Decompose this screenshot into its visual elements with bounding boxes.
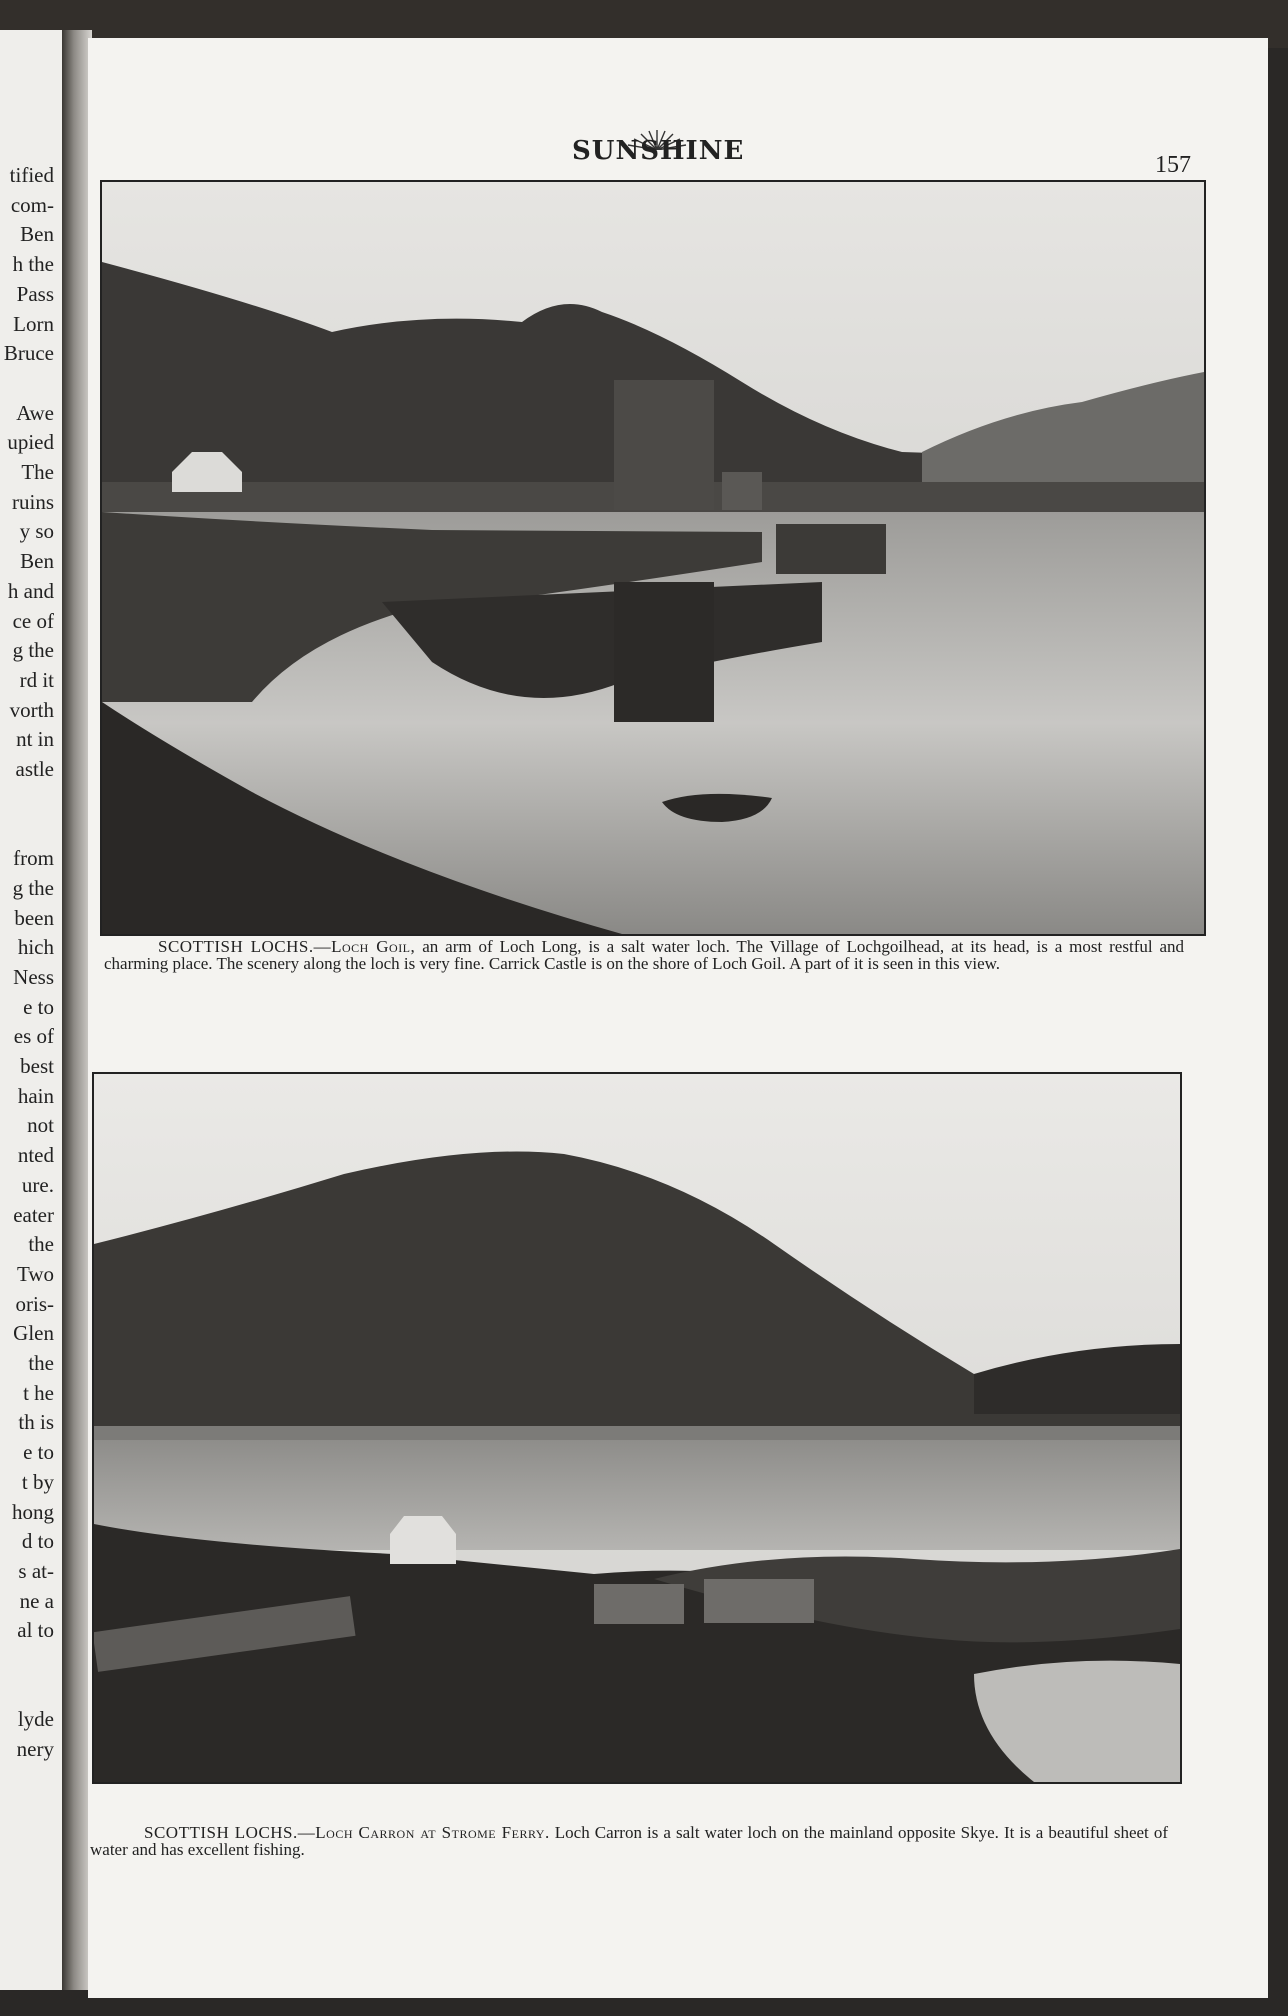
caption-loch-goil (104, 938, 1184, 972)
left-page-line: y so (19, 519, 54, 544)
left-page-line: Pass (16, 281, 54, 306)
caption-loch-goil-heading: SCOTTISH LOCHS.—Loch Goil, (158, 937, 416, 956)
left-page-line: ruins (12, 489, 54, 514)
left-page-line: e to (23, 1440, 54, 1465)
left-page-line: astle (15, 757, 54, 781)
left-page-line: Ness (13, 964, 54, 989)
left-page-line: t by (21, 1469, 54, 1494)
left-page-line: nt in (16, 727, 54, 752)
left-page-line: been (14, 905, 54, 930)
left-page-line: es of (13, 1024, 54, 1049)
left-page-line: Glen (13, 1321, 54, 1346)
left-page-line: s at- (18, 1558, 54, 1583)
left-page-line: hich (17, 935, 54, 960)
left-page-line: ure. (21, 1172, 54, 1197)
page-number: 157 (1155, 152, 1191, 178)
left-page-line: Bruce (3, 341, 54, 366)
left-page-line: rd it (19, 667, 54, 692)
masthead-title: SUNSHINE (572, 136, 745, 166)
left-page-fragment (0, 30, 62, 1990)
left-page-line: Two (16, 1261, 54, 1286)
left-page-line: not (27, 1113, 54, 1138)
left-page-line: th is (18, 1410, 54, 1435)
left-page-line: Ben (20, 549, 54, 574)
left-page-line: upied (7, 430, 54, 455)
left-page-line: Ben (20, 222, 54, 247)
loch-goil-image (102, 182, 1204, 934)
left-page-line: com- (10, 192, 54, 217)
caption-loch-carron-text: Loch Carron is a salt water loch on the mainland opposite Skye. It is a beautiful sheet of water and has excellent fishing. (90, 1823, 1168, 1859)
left-page-line: The (21, 460, 54, 484)
left-page-line: nted (17, 1143, 54, 1168)
left-page-line: the (28, 1232, 54, 1257)
left-page-line: g the (12, 875, 54, 900)
left-page-line: lyde (17, 1707, 54, 1732)
caption-loch-goil-text: an arm of Loch Long, is a salt water loch. The Village of Lochgoilhead, at its head, is a most restful and charming place. The scenery along the loch is very fine. Carrick Castle is on the shore of Loch Goil. A part of it is seen in this view. (104, 937, 1185, 973)
left-page-line: eater (13, 1202, 54, 1227)
left-page-line: d to (21, 1529, 54, 1554)
left-page-line: ce of (12, 608, 54, 633)
photo-loch-goil (100, 180, 1206, 936)
left-page-line: hong (12, 1499, 54, 1524)
left-page-line: h the (12, 252, 54, 277)
left-page-line: from (13, 846, 54, 871)
left-page-line: hain (17, 1083, 54, 1108)
left-page-line: tified (9, 163, 54, 187)
left-page-line: t he (23, 1380, 54, 1405)
left-page-line: Lorn (13, 311, 54, 336)
left-page-line: the (28, 1351, 54, 1375)
left-page-line: al to (17, 1618, 54, 1643)
left-page-line: vorth (9, 697, 54, 722)
caption-loch-carron-heading: SCOTTISH LOCHS.—Loch Carron at Strome Ferry. (144, 1823, 550, 1842)
left-page-line: h and (7, 578, 54, 603)
masthead-logo (572, 128, 745, 168)
photo-loch-carron (92, 1072, 1182, 1784)
caption-loch-carron (90, 1824, 1168, 1858)
left-page-line: Awe (16, 400, 54, 425)
left-page-line: g the (12, 638, 54, 663)
left-page-line: best (20, 1054, 54, 1078)
left-page-line: ne a (19, 1588, 54, 1613)
left-page-line: oris- (15, 1291, 54, 1316)
loch-carron-image (94, 1074, 1180, 1782)
left-page-line: e to (23, 994, 54, 1019)
left-page-line: nery (16, 1737, 54, 1762)
